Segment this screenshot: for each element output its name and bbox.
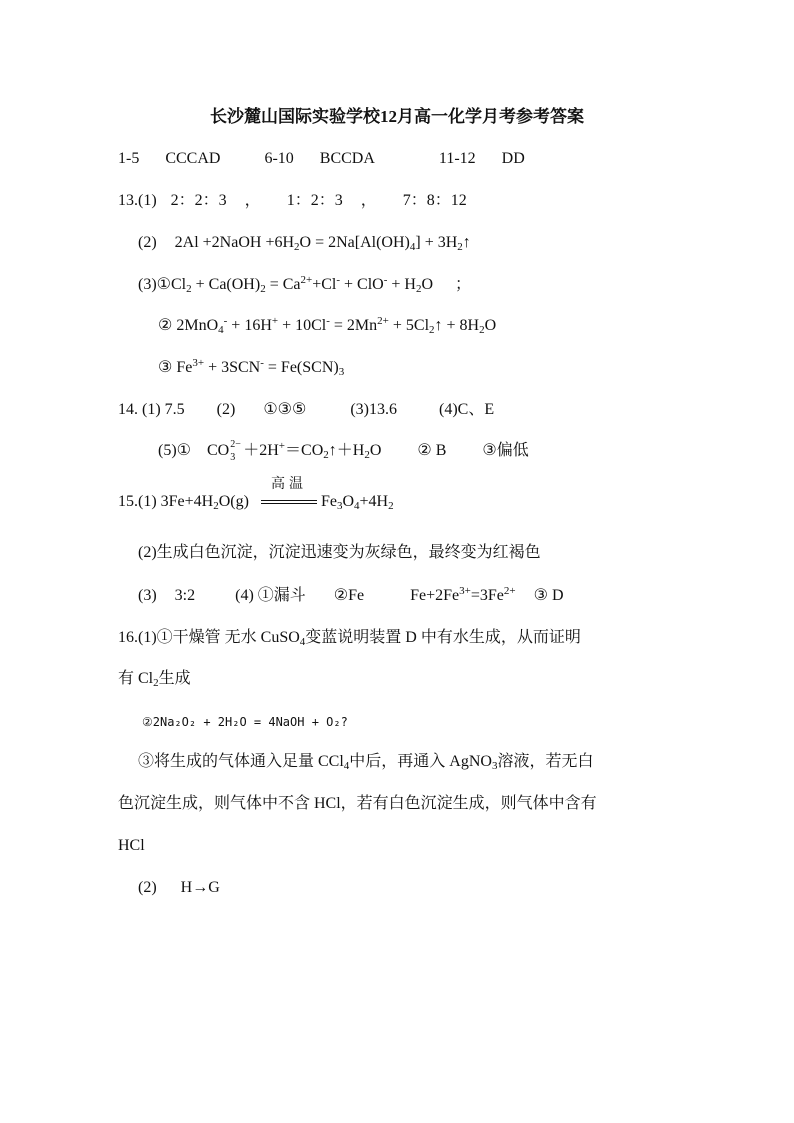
q14-label: 14. (1) 7.5 xyxy=(118,401,185,418)
q13-part3-1 xyxy=(138,274,471,296)
subscript: 2 xyxy=(415,283,422,295)
subscript: 2 xyxy=(323,449,329,461)
q14-line2 xyxy=(158,440,529,462)
subscript: 3 xyxy=(230,452,236,463)
text: 生成 xyxy=(158,670,191,687)
q13-part1 xyxy=(118,190,467,212)
mc-range: 11-12 xyxy=(438,150,476,167)
subscript: 2 xyxy=(260,283,266,295)
equation-text: 2Al +2NaOH +6H xyxy=(174,234,295,251)
equation-text: ＝CO xyxy=(285,442,324,459)
q15-line3 xyxy=(138,585,564,607)
q16-part2-label: (2) xyxy=(138,879,157,896)
equation-text: + H xyxy=(387,276,416,293)
subscript: 2 xyxy=(153,677,159,689)
subscript: 2 xyxy=(457,241,463,253)
equation-text: +4H xyxy=(359,493,389,510)
subscript: 3 xyxy=(336,500,343,512)
equation-text: = 2Mn xyxy=(329,317,378,334)
equation-text: O xyxy=(342,493,355,510)
separator: ； xyxy=(455,276,472,293)
text: 中后，再通入 AgNO xyxy=(349,753,492,770)
q13-ratio: 1：2：3 xyxy=(286,192,343,209)
q16-part2 xyxy=(138,877,220,899)
q13-ratio: 2：2：3 xyxy=(170,192,227,209)
q16-line4 xyxy=(138,751,593,773)
q13-part3-2 xyxy=(158,315,496,337)
q14-part5-label: (5)① xyxy=(158,442,191,459)
equation-text: ↑ + 8H xyxy=(434,317,480,334)
superscript: - xyxy=(260,357,264,369)
q15-part4-2: ②Fe xyxy=(333,587,365,604)
text: 溶液，若无白 xyxy=(497,753,594,770)
equation-text: = Fe(SCN) xyxy=(263,359,339,376)
superscript: - xyxy=(336,274,341,286)
q14-part2: (2) xyxy=(216,401,236,418)
subscript: 2 xyxy=(186,283,192,295)
equation-text: ③ Fe xyxy=(158,359,193,376)
superscript: 3+ xyxy=(192,357,205,369)
equation-text: +Cl xyxy=(312,276,337,293)
subscript: 4 xyxy=(299,636,306,648)
mc-answer: CCCAD xyxy=(165,150,221,167)
q14-part3: (3)13.6 xyxy=(350,401,397,418)
equation-text: O xyxy=(421,276,434,293)
q16-line3: ②2Na₂O₂ + 2H₂O = 4NaOH + O₂? xyxy=(142,715,348,729)
q14-part2-answer: ①③⑤ xyxy=(263,401,307,418)
equation-text: + ClO xyxy=(340,276,384,293)
q15-part2: (2)生成白色沉淀，沉淀迅速变为灰绿色，最终变为红褐色 xyxy=(138,544,541,561)
q13-part2-label: (2) xyxy=(138,234,157,251)
superscript: 2− xyxy=(230,439,241,450)
q14-part4: (4)C、E xyxy=(439,401,495,418)
subscript: 4 xyxy=(409,241,416,253)
equation-text: + 10Cl xyxy=(278,317,327,334)
subscript: 2 xyxy=(364,449,370,461)
superscript: 3+ xyxy=(459,585,471,597)
subscript: 2 xyxy=(429,324,435,336)
separator: ， xyxy=(360,192,377,209)
text: 16.(1)①干燥管 无水 CuSO xyxy=(118,629,300,646)
superscript: 2+ xyxy=(503,585,516,597)
subscript: 4 xyxy=(354,500,360,512)
superscript: - xyxy=(326,315,330,327)
q16-line6: HCl xyxy=(118,837,145,854)
subscript: 2 xyxy=(388,500,394,512)
q15-part3: (3) xyxy=(138,587,157,604)
subscript: 4 xyxy=(343,760,350,772)
superscript: - xyxy=(223,315,228,327)
superscript: - xyxy=(383,274,388,286)
mc-answers xyxy=(118,148,525,170)
equation-text: ] + 3H xyxy=(415,234,458,251)
subscript: 2 xyxy=(213,500,219,512)
superscript: + xyxy=(271,315,279,327)
equation-text: ② 2MnO xyxy=(158,317,219,334)
equation-text: = Ca xyxy=(265,276,301,293)
subscript: 2 xyxy=(294,241,300,253)
q13-part3-3 xyxy=(158,357,344,379)
equation-text: + 16H xyxy=(227,317,272,334)
superscript: 2+ xyxy=(377,315,389,327)
equation-text: ↑ xyxy=(462,234,471,251)
q16-line5: 色沉淀生成，则气体中不含 HCl，若有白色沉淀生成，则气体中含有 xyxy=(118,795,597,812)
q14-part5-3: ③偏低 xyxy=(482,442,529,459)
equation-text: + 3SCN xyxy=(204,359,261,376)
mc-range: 6-10 xyxy=(264,150,294,167)
superscript: 2+ xyxy=(300,274,313,286)
q15-part3-answer: 3:2 xyxy=(174,587,196,604)
ion-charge xyxy=(229,439,243,463)
q13-label: 13.(1) xyxy=(118,192,157,209)
equation-text: (3)①Cl xyxy=(138,276,187,293)
equation-text: O = 2Na[Al(OH) xyxy=(299,234,410,251)
equation-text: O(g) xyxy=(218,493,249,510)
q13-part2 xyxy=(138,232,471,254)
q13-ratio: 7：8：12 xyxy=(402,192,467,209)
q14-part5-2: ② B xyxy=(417,442,447,459)
equation-text: + Ca(OH) xyxy=(191,276,261,293)
q16-line1 xyxy=(118,627,581,649)
q15-part4: (4) ①漏斗 xyxy=(235,587,306,604)
equation-text: 15.(1) 3Fe+4H xyxy=(118,493,214,510)
equation-text: ＋2H xyxy=(243,442,279,459)
text: 变蓝说明装置 D 中有水生成，从而证明 xyxy=(305,629,581,646)
equals-bar xyxy=(261,500,317,501)
equation-text: ↑＋H xyxy=(328,442,365,459)
q15-part4-3: ③ D xyxy=(533,587,564,604)
text: ③将生成的气体通入足量 CCl xyxy=(138,753,344,770)
subscript: 3 xyxy=(338,366,345,378)
equation-text: O xyxy=(484,317,497,334)
condition-label: 高温 xyxy=(270,477,307,492)
page-title: 长沙麓山国际实验学校12月高一化学月考参考答案 xyxy=(210,107,584,126)
equation-text: O xyxy=(369,442,382,459)
mc-range: 1-5 xyxy=(118,150,140,167)
equation-text: + 5Cl xyxy=(388,317,430,334)
q15-line1 xyxy=(118,477,394,513)
reaction-condition xyxy=(261,477,317,508)
mc-answer: BCCDA xyxy=(319,150,375,167)
mc-answer: DD xyxy=(501,150,525,167)
text: 有 Cl xyxy=(118,670,154,687)
equals-bar xyxy=(261,503,317,504)
subscript: 3 xyxy=(491,760,498,772)
q14-line1 xyxy=(118,399,494,421)
subscript: 2 xyxy=(479,324,485,336)
q16-part2-answer: H→G xyxy=(180,879,220,896)
equation-text: Fe xyxy=(320,493,337,510)
equation-text: =3Fe xyxy=(470,587,504,604)
equation-text: CO xyxy=(207,442,230,459)
separator: ， xyxy=(244,192,261,209)
superscript: + xyxy=(278,440,286,452)
q16-line2 xyxy=(118,668,191,690)
subscript: 4 xyxy=(218,324,224,336)
equation-text: Fe+2Fe xyxy=(410,587,460,604)
